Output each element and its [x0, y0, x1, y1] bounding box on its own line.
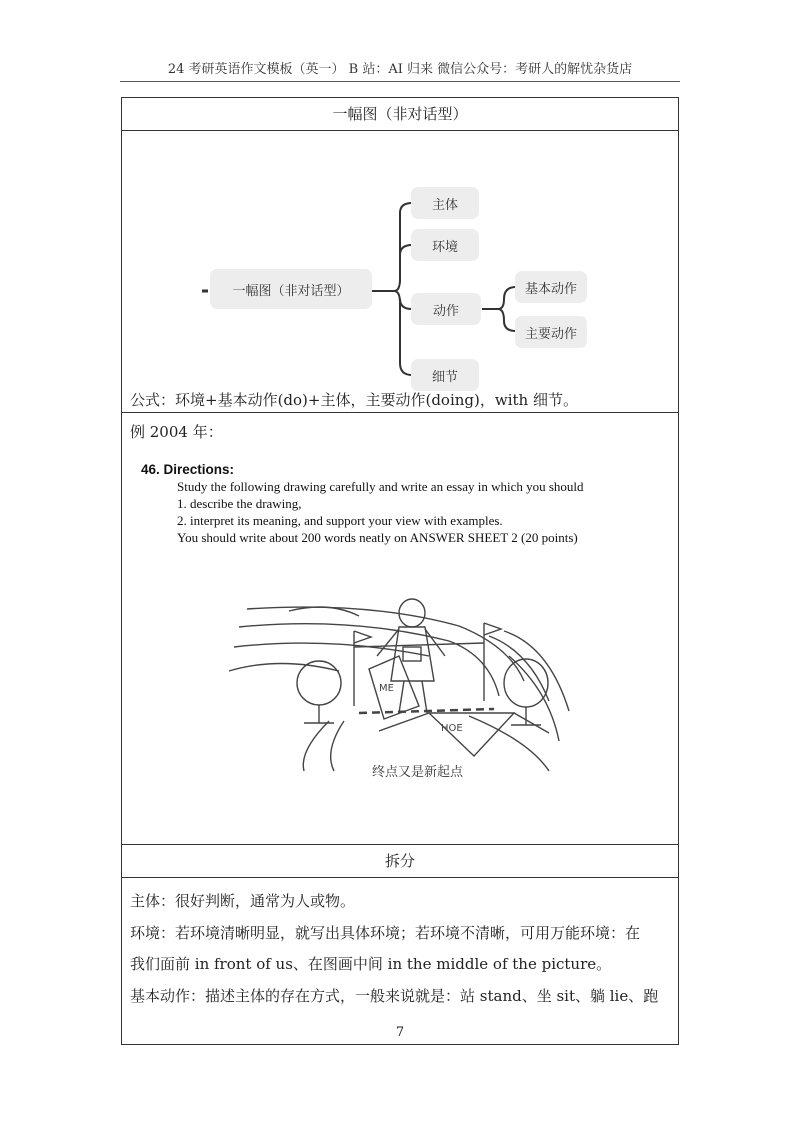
- mindmap-branch-action: 动作: [411, 293, 481, 325]
- directions-line: Study the following drawing carefully and write an essay in which you should: [177, 479, 584, 494]
- svg-text:HOE: HOE: [441, 723, 463, 734]
- directions-line: 2. interpret its meaning, and support your view with examples.: [177, 513, 503, 528]
- mindmap-branch-detail: 细节: [411, 359, 479, 391]
- split-line: 我们面前 in front of us、在图画中间 in the middle of the picture。: [130, 955, 612, 973]
- example-label: 例 2004 年：: [130, 423, 223, 441]
- section-title: 一幅图（非对话型）: [122, 98, 679, 131]
- split-line: 基本动作：描述主体的存在方式，一般来说就是：站 stand、坐 sit、躺 lie、跑: [130, 986, 659, 1005]
- mindmap-branch-subject: 主体: [411, 187, 479, 219]
- split-title: 拆分: [122, 845, 679, 878]
- mindmap-child-main-action: 主要动作: [515, 316, 587, 348]
- drawing-caption: 终点又是新起点: [372, 765, 464, 780]
- directions-line: 1. describe the drawing,: [177, 496, 302, 511]
- split-line: 主体：很好判断，通常为人或物。: [130, 892, 356, 910]
- mindmap-child-basic-action: 基本动作: [515, 271, 587, 303]
- mindmap: [202, 131, 602, 386]
- mindmap-branch-environment: 环境: [411, 229, 479, 261]
- header-rule: [120, 81, 680, 82]
- mindmap-root: 一幅图（非对话型）: [210, 269, 372, 309]
- page-number: 7: [395, 1025, 405, 1040]
- template-table: [121, 97, 679, 1045]
- svg-text:ME: ME: [379, 683, 394, 694]
- page-header: 24 考研英语作文模板（英一） B 站：AI 归来 微信公众号：考研人的解忧杂货店: [167, 62, 633, 77]
- directions-line: You should write about 200 words neatly on ANSWER SHEET 2 (20 points): [177, 530, 578, 545]
- formula-text: 公式：环境+基本动作(do)+主体，主要动作(doing)，with 细节。: [130, 391, 578, 409]
- mindmap-cell: [122, 131, 679, 413]
- split-line: 环境：若环境清晰明显，就写出具体环境；若环境不清晰，可用万能环境：在: [130, 923, 641, 942]
- cartoon-drawing: [129, 451, 667, 841]
- directions-heading: 46. Directions:: [141, 462, 235, 477]
- split-body: [122, 878, 679, 1045]
- example-cell: [122, 413, 679, 845]
- exam-figure: [129, 451, 667, 841]
